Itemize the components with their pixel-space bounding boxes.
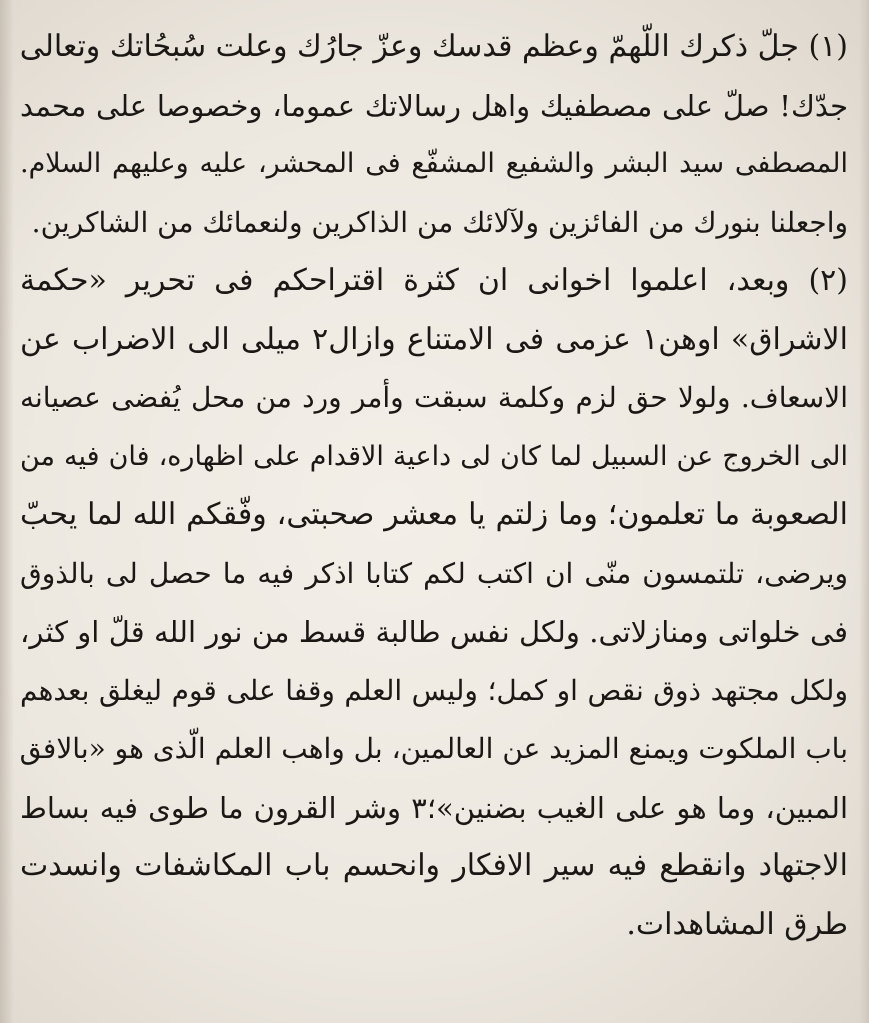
text-line: الصعوبة ما تعلمون؛ وما زلتم يا معشر صحبتى، وفّقكم الله لما يحبّ: [20, 497, 848, 532]
text-line: الاشراق» اوهن١ عزمى فى الامتناع وازال٢ ميلى الى الاضراب عن: [20, 321, 848, 357]
text-line: جدّك! صلّ على مصطفيك واهل رسالاتك عموما، وخصوصا على محمد: [20, 88, 848, 123]
text-line: باب الملكوت ويمنع المزيد عن العالمين، بل واهب العلم الّذى هو «بالافق: [20, 732, 848, 765]
text-line: المصطفى سيد البشر والشفيع المشفّع فى المحشر، عليه وعليهم السلام.: [20, 148, 848, 179]
text-line: الاسعاف. ولولا حق لزم وكلمة سبقت وأمر ورد من محل يُفضى عصيانه: [20, 381, 848, 414]
page-binding-shadow: [0, 0, 14, 1023]
text-line: (٢) وبعد، اعلموا اخوانى ان كثرة اقتراحكم فى تحرير «حكمة: [20, 263, 848, 298]
text-line: ولكل مجتهد ذوق نقص او كمل؛ وليس العلم وقفا على قوم ليغلق بعدهم: [20, 673, 848, 707]
text-line: (١) جلّ ذكرك اللّهمّ وعظم قدسك وعزّ جارُك وعلت سُبحُاتك وتعالى: [20, 29, 848, 64]
text-line: واجعلنا بنورك من الفائزين ولآلائك من الذاكرين ولنعمائك من الشاكرين.: [31, 205, 848, 239]
text-line: المبين، وما هو على الغيب بضنين»؛٣ وشر القرون ما طوى فيه بساط: [20, 790, 848, 825]
text-line: الى الخروج عن السبيل لما كان لى داعية الاقدام على اظهاره، فان فيه من: [20, 440, 848, 472]
arabic-text-block: [20, 18, 848, 954]
text-line: ويرضى، تلتمسون منّى ان اكتب لكم كتابا اذكر فيه ما حصل لى بالذوق: [20, 556, 848, 590]
text-line: طرق المشاهدات.: [626, 906, 848, 942]
text-line: الاجتهاد وانقطع فيه سير الافكار وانحسم باب المكاشفات وانسدت: [20, 848, 848, 883]
text-line: فى خلواتى ومنازلاتى. ولكل نفس طالبة قسط من نور الله قلّ او كثر،: [20, 615, 848, 649]
page-edge-shadow: [859, 0, 869, 1023]
